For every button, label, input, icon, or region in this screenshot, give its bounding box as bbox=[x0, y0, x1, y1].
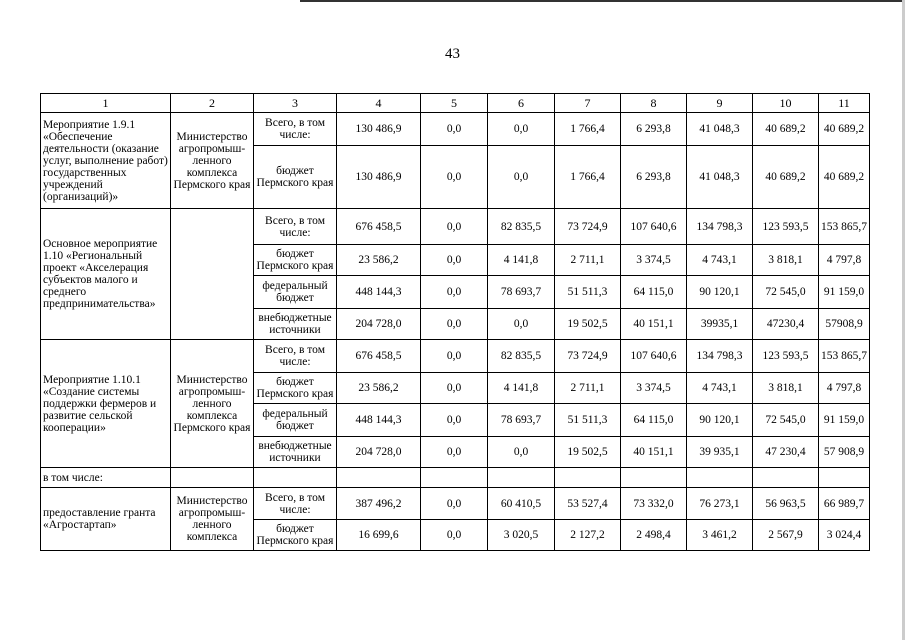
empty-cell bbox=[621, 468, 687, 488]
value-cell: 78 693,7 bbox=[488, 276, 555, 309]
column-header: 4 bbox=[337, 94, 421, 113]
value-cell: 3 818,1 bbox=[753, 373, 819, 404]
funding-source-cell: бюджет Пермского края bbox=[254, 520, 337, 551]
funding-source-cell: Всего, в том числе: bbox=[254, 488, 337, 520]
executor-cell: Министерство агропромыш-ленного комплекса Пермского края bbox=[171, 340, 254, 468]
column-header: 6 bbox=[488, 94, 555, 113]
value-cell: 4 797,8 bbox=[819, 373, 870, 404]
header-row bbox=[41, 94, 870, 113]
column-header: 8 bbox=[621, 94, 687, 113]
value-cell: 676 458,5 bbox=[337, 340, 421, 373]
funding-source-cell: бюджет Пермского края bbox=[254, 245, 337, 276]
value-cell: 0,0 bbox=[488, 113, 555, 146]
value-cell: 1 766,4 bbox=[555, 113, 621, 146]
column-header: 10 bbox=[753, 94, 819, 113]
value-cell: 90 120,1 bbox=[687, 404, 753, 437]
activity-name-cell: Основное мероприятие 1.10 «Региональный проект «Акселерация субъектов малого и среднего предпринимательства» bbox=[41, 209, 171, 340]
value-cell: 2 498,4 bbox=[621, 520, 687, 551]
column-header: 2 bbox=[171, 94, 254, 113]
funding-source-cell: Всего, в том числе: bbox=[254, 340, 337, 373]
value-cell: 82 835,5 bbox=[488, 209, 555, 245]
executor-cell: Министерство агропромыш-ленного комплекса Пермского края bbox=[171, 113, 254, 209]
value-cell: 0,0 bbox=[421, 276, 488, 309]
value-cell: 0,0 bbox=[421, 373, 488, 404]
funding-source-cell: федеральный бюджет bbox=[254, 404, 337, 437]
value-cell: 39 935,1 bbox=[687, 437, 753, 468]
value-cell: 56 963,5 bbox=[753, 488, 819, 520]
value-cell: 448 144,3 bbox=[337, 276, 421, 309]
value-cell: 40 689,2 bbox=[819, 146, 870, 209]
page-number: 43 bbox=[445, 46, 460, 62]
value-cell: 16 699,6 bbox=[337, 520, 421, 551]
funding-source-cell: внебюджетные источники bbox=[254, 437, 337, 468]
funding-source-cell: Всего, в том числе: bbox=[254, 113, 337, 146]
value-cell: 82 835,5 bbox=[488, 340, 555, 373]
table-row bbox=[41, 340, 870, 373]
value-cell: 47 230,4 bbox=[753, 437, 819, 468]
value-cell: 134 798,3 bbox=[687, 340, 753, 373]
table-row bbox=[41, 209, 870, 245]
value-cell: 107 640,6 bbox=[621, 209, 687, 245]
value-cell: 3 461,2 bbox=[687, 520, 753, 551]
value-cell: 2 711,1 bbox=[555, 373, 621, 404]
value-cell: 130 486,9 bbox=[337, 113, 421, 146]
value-cell: 134 798,3 bbox=[687, 209, 753, 245]
value-cell: 0,0 bbox=[421, 146, 488, 209]
value-cell: 40 151,1 bbox=[621, 437, 687, 468]
empty-cell bbox=[337, 468, 421, 488]
column-header: 7 bbox=[555, 94, 621, 113]
activity-name-cell: Мероприятие 1.10.1 «Создание системы поддержки фермеров и развитие сельской кооперации» bbox=[41, 340, 171, 468]
value-cell: 73 724,9 bbox=[555, 340, 621, 373]
value-cell: 0,0 bbox=[488, 146, 555, 209]
value-cell: 41 048,3 bbox=[687, 113, 753, 146]
value-cell: 153 865,7 bbox=[819, 209, 870, 245]
value-cell: 73 332,0 bbox=[621, 488, 687, 520]
value-cell: 72 545,0 bbox=[753, 276, 819, 309]
value-cell: 107 640,6 bbox=[621, 340, 687, 373]
activity-name-cell: предоставление гранта «Агростартап» bbox=[41, 488, 171, 551]
table-row bbox=[41, 113, 870, 146]
value-cell: 387 496,2 bbox=[337, 488, 421, 520]
column-header: 3 bbox=[254, 94, 337, 113]
funding-source-cell: федеральный бюджет bbox=[254, 276, 337, 309]
value-cell: 123 593,5 bbox=[753, 209, 819, 245]
value-cell: 64 115,0 bbox=[621, 404, 687, 437]
value-cell: 4 743,1 bbox=[687, 245, 753, 276]
value-cell: 91 159,0 bbox=[819, 404, 870, 437]
top-rule bbox=[300, 0, 905, 2]
value-cell: 3 374,5 bbox=[621, 373, 687, 404]
value-cell: 60 410,5 bbox=[488, 488, 555, 520]
value-cell: 57 908,9 bbox=[819, 437, 870, 468]
value-cell: 53 527,4 bbox=[555, 488, 621, 520]
column-header: 1 bbox=[41, 94, 171, 113]
executor-cell bbox=[171, 209, 254, 340]
value-cell: 3 818,1 bbox=[753, 245, 819, 276]
value-cell: 40 689,2 bbox=[753, 113, 819, 146]
value-cell: 0,0 bbox=[488, 437, 555, 468]
value-cell: 2 711,1 bbox=[555, 245, 621, 276]
empty-cell bbox=[753, 468, 819, 488]
value-cell: 90 120,1 bbox=[687, 276, 753, 309]
value-cell: 47230,4 bbox=[753, 309, 819, 340]
value-cell: 72 545,0 bbox=[753, 404, 819, 437]
value-cell: 0,0 bbox=[488, 309, 555, 340]
value-cell: 0,0 bbox=[421, 437, 488, 468]
table-row bbox=[41, 488, 870, 520]
value-cell: 3 024,4 bbox=[819, 520, 870, 551]
empty-cell bbox=[819, 468, 870, 488]
column-header: 9 bbox=[687, 94, 753, 113]
column-header: 11 bbox=[819, 94, 870, 113]
value-cell: 204 728,0 bbox=[337, 437, 421, 468]
empty-cell bbox=[555, 468, 621, 488]
value-cell: 76 273,1 bbox=[687, 488, 753, 520]
value-cell: 2 127,2 bbox=[555, 520, 621, 551]
value-cell: 0,0 bbox=[421, 520, 488, 551]
value-cell: 4 797,8 bbox=[819, 245, 870, 276]
value-cell: 153 865,7 bbox=[819, 340, 870, 373]
value-cell: 64 115,0 bbox=[621, 276, 687, 309]
value-cell: 51 511,3 bbox=[555, 404, 621, 437]
empty-cell bbox=[171, 468, 254, 488]
value-cell: 19 502,5 bbox=[555, 437, 621, 468]
value-cell: 448 144,3 bbox=[337, 404, 421, 437]
empty-cell bbox=[687, 468, 753, 488]
subheading-cell: в том числе: bbox=[41, 468, 171, 488]
value-cell: 6 293,8 bbox=[621, 113, 687, 146]
value-cell: 40 689,2 bbox=[819, 113, 870, 146]
value-cell: 4 141,8 bbox=[488, 245, 555, 276]
value-cell: 0,0 bbox=[421, 209, 488, 245]
value-cell: 6 293,8 bbox=[621, 146, 687, 209]
value-cell: 676 458,5 bbox=[337, 209, 421, 245]
value-cell: 2 567,9 bbox=[753, 520, 819, 551]
value-cell: 3 374,5 bbox=[621, 245, 687, 276]
value-cell: 0,0 bbox=[421, 245, 488, 276]
value-cell: 23 586,2 bbox=[337, 373, 421, 404]
activity-name-cell: Мероприятие 1.9.1 «Обеспечение деятельности (оказание услуг, выполнение работ) государственных учреждений (организаций)» bbox=[41, 113, 171, 209]
column-header: 5 bbox=[421, 94, 488, 113]
funding-source-cell: бюджет Пермского края bbox=[254, 146, 337, 209]
value-cell: 0,0 bbox=[421, 340, 488, 373]
value-cell: 78 693,7 bbox=[488, 404, 555, 437]
executor-cell: Министерство агропромыш-ленного комплекса bbox=[171, 488, 254, 551]
value-cell: 123 593,5 bbox=[753, 340, 819, 373]
value-cell: 1 766,4 bbox=[555, 146, 621, 209]
value-cell: 41 048,3 bbox=[687, 146, 753, 209]
value-cell: 3 020,5 bbox=[488, 520, 555, 551]
value-cell: 91 159,0 bbox=[819, 276, 870, 309]
empty-cell bbox=[254, 468, 337, 488]
value-cell: 73 724,9 bbox=[555, 209, 621, 245]
empty-cell bbox=[421, 468, 488, 488]
value-cell: 0,0 bbox=[421, 309, 488, 340]
subheading-row bbox=[41, 468, 870, 488]
value-cell: 40 151,1 bbox=[621, 309, 687, 340]
funding-source-cell: бюджет Пермского края bbox=[254, 373, 337, 404]
value-cell: 19 502,5 bbox=[555, 309, 621, 340]
value-cell: 23 586,2 bbox=[337, 245, 421, 276]
value-cell: 51 511,3 bbox=[555, 276, 621, 309]
value-cell: 4 141,8 bbox=[488, 373, 555, 404]
empty-cell bbox=[488, 468, 555, 488]
value-cell: 40 689,2 bbox=[753, 146, 819, 209]
value-cell: 57908,9 bbox=[819, 309, 870, 340]
funding-source-cell: внебюджетные источники bbox=[254, 309, 337, 340]
value-cell: 0,0 bbox=[421, 113, 488, 146]
value-cell: 39935,1 bbox=[687, 309, 753, 340]
funding-source-cell: Всего, в том числе: bbox=[254, 209, 337, 245]
budget-table bbox=[40, 93, 870, 551]
value-cell: 0,0 bbox=[421, 404, 488, 437]
value-cell: 4 743,1 bbox=[687, 373, 753, 404]
value-cell: 66 989,7 bbox=[819, 488, 870, 520]
value-cell: 130 486,9 bbox=[337, 146, 421, 209]
value-cell: 0,0 bbox=[421, 488, 488, 520]
value-cell: 204 728,0 bbox=[337, 309, 421, 340]
